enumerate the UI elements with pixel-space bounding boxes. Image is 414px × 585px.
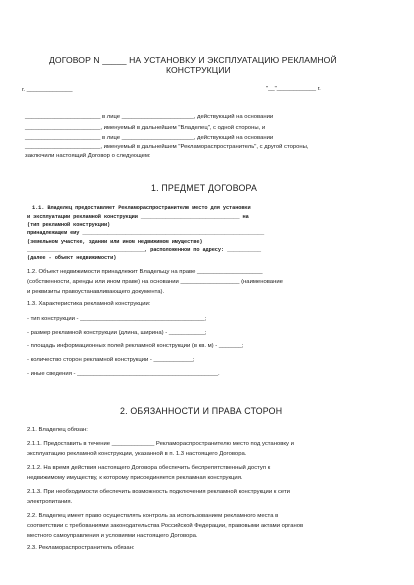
- clause-1-3: 1.3. Характеристика рекламной конструкции:: [27, 301, 151, 307]
- list-item: - размер рекламной конструкции (длина, ширина) - ___________;: [27, 330, 207, 336]
- clause-line: 2.1.3. При необходимости обеспечить возможность подключения рекламной конструкции к сети: [27, 489, 290, 495]
- clause-line: принадлежащем ему ___________________________________________________________: [27, 230, 265, 236]
- clause-line: и эксплуатации рекламной конструкции ________________________________ на: [27, 214, 249, 220]
- clause-line: 2.1.2. На время действия настоящего Договора обеспечить беспрепятственный доступ к: [27, 465, 271, 471]
- preamble-line: заключили настоящий Договор о следующем:: [25, 153, 151, 159]
- preamble-line: _______________________ в лице ______________________, действующий на основании: [25, 135, 274, 141]
- list-item: - иные сведения - ___________________________________________.: [27, 371, 220, 377]
- date-field: "__"____________ г.: [266, 86, 321, 92]
- clause-line: 1.1. Владелец предоставляет Рекламораспространителю место для установки: [32, 205, 251, 211]
- clause-line: соответствии с требованиями законодательства Российской Федерации, правовыми актами органов: [27, 523, 304, 529]
- clause-line: электропитания.: [27, 499, 73, 505]
- clause-line: 2.2. Владелец имеет право осуществлять контроль за использованием рекламного места в: [27, 513, 279, 519]
- clause-line: местного самоуправления и условиями настоящего Договора.: [27, 533, 198, 539]
- document-title-line-1: ДОГОВОР N _____ НА УСТАНОВКУ И ЭКСПЛУАТАЦИЮ РЕКЛАМНОЙ: [49, 55, 337, 65]
- document-title-line-2: КОНСТРУКЦИИ: [166, 65, 231, 75]
- clause-2-1: 2.1. Владелец обязан:: [27, 427, 88, 433]
- section-1-heading: 1. ПРЕДМЕТ ДОГОВОРА: [151, 183, 258, 193]
- clause-line: 2.1.1. Предоставить в течение _____________ Рекламораспространителю место под установку и: [27, 441, 294, 447]
- clause-2-3: 2.3. Рекламораспространитель обязан:: [27, 545, 135, 551]
- clause-line: 1.2. Объект недвижимости принадлежит Владельцу на праве ____________________: [27, 269, 263, 275]
- clause-line: (собственности, аренды или ином праве) на основании __________________ (наименование: [27, 279, 283, 285]
- list-item: - тип конструкции - ______________________________________;: [27, 316, 207, 322]
- clause-note: (далее - объект недвижимости): [27, 255, 117, 261]
- clause-line: ______________________________________, расположенном по адресу: ___________: [27, 247, 261, 253]
- clause-line: эксплуатацию рекламной конструкции, указанной в п. 1.3 настоящего Договора.: [27, 451, 247, 457]
- preamble-line: _______________________, именуемый в дальнейшем "Рекламораспространитель", с другой стороны,: [25, 144, 309, 150]
- preamble-line: _______________________, именуемый в дальнейшем "Владелец", с одной стороны, и: [25, 125, 266, 131]
- city-field: г. ______________: [22, 87, 73, 93]
- list-item: - площадь информационных полей рекламной конструкции (в кв. м) - _______;: [27, 343, 244, 349]
- section-2-heading: 2. ОБЯЗАННОСТИ И ПРАВА СТОРОН: [120, 406, 283, 416]
- preamble-line: _______________________ в лице ______________________, действующий на основании: [25, 114, 274, 120]
- clause-line: и реквизиты правоустанавливающего документа).: [27, 289, 165, 295]
- clause-note: (тип рекламной конструкции): [27, 222, 111, 228]
- clause-note: (земельном участке, здании или ином недвижимом имуществе): [27, 239, 203, 245]
- clause-line: недвижимому имуществу, к которому присоединяется рекламная конструкция.: [27, 475, 243, 481]
- list-item: - количество сторон рекламной конструкции - ____________;: [27, 357, 195, 363]
